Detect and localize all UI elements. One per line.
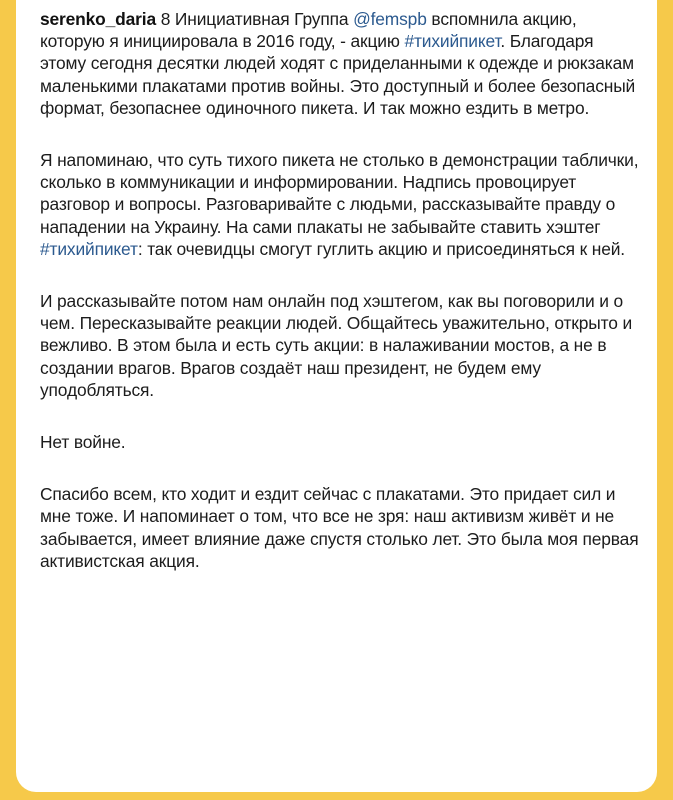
- comment-card: [16, 0, 657, 792]
- comment-paragraph-2: [40, 149, 639, 260]
- comment-text-1b: . Благодаря этому сегодня десятки людей ходят с приделанными к одежде и рюкзакам маленькими плакатами против войны. Это доступный и более безопасный формат, безопаснее одиночного пикета. И так можно ездить в метро.: [40, 31, 636, 118]
- hashtag-link-1[interactable]: #тихийпикет: [404, 31, 501, 52]
- hashtag-link-2[interactable]: #тихийпикет: [40, 238, 138, 259]
- comment-text-2b: : так очевидцы смогут гуглить акцию и присоединяться к ней.: [137, 238, 625, 259]
- comment-text-2a: Я напоминаю, что суть тихого пикета не столько в демонстрации таблички, сколько в коммуникации и информировании. Надпись провоцирует разговор и вопросы. Разговаривайте с людьми, рассказывайте правду о нападении на Украину. На сами плакаты не забывайте ставить хэштег: [40, 150, 639, 237]
- comment-paragraph-3: И рассказывайте потом нам онлайн под хэштегом, как вы поговорили и о чем. Пересказывайте реакции людей. Общайтесь уважительно, открыто и вежливо. В этом была и есть суть акции: в налаживании мостов, а не в создании врагов. Врагов создаёт наш президент, не будем ему уподобляться.: [40, 291, 633, 400]
- comment-group-name: Инициативная Группа: [174, 9, 349, 29]
- comment-paragraph-4: Нет войне.: [40, 432, 126, 453]
- comment-text-1a: вспомнила акцию, которую я инициировала в 2016 году, - акцию: [40, 9, 577, 52]
- comment-weeks: 8: [160, 9, 171, 29]
- comment-username[interactable]: serenko_daria: [40, 9, 156, 29]
- mention-link[interactable]: @femspb: [353, 9, 427, 29]
- comment-paragraph-5: Спасибо всем, кто ходит и ездит сейчас с плакатами. Это придает сил и мне тоже. И напоминает о том, что все не зря: наш активизм живёт и не забывается, имеет влияние даже спустя столько лет. Это была моя первая активистская акция.: [40, 484, 639, 571]
- comment-paragraph-1: [40, 8, 639, 119]
